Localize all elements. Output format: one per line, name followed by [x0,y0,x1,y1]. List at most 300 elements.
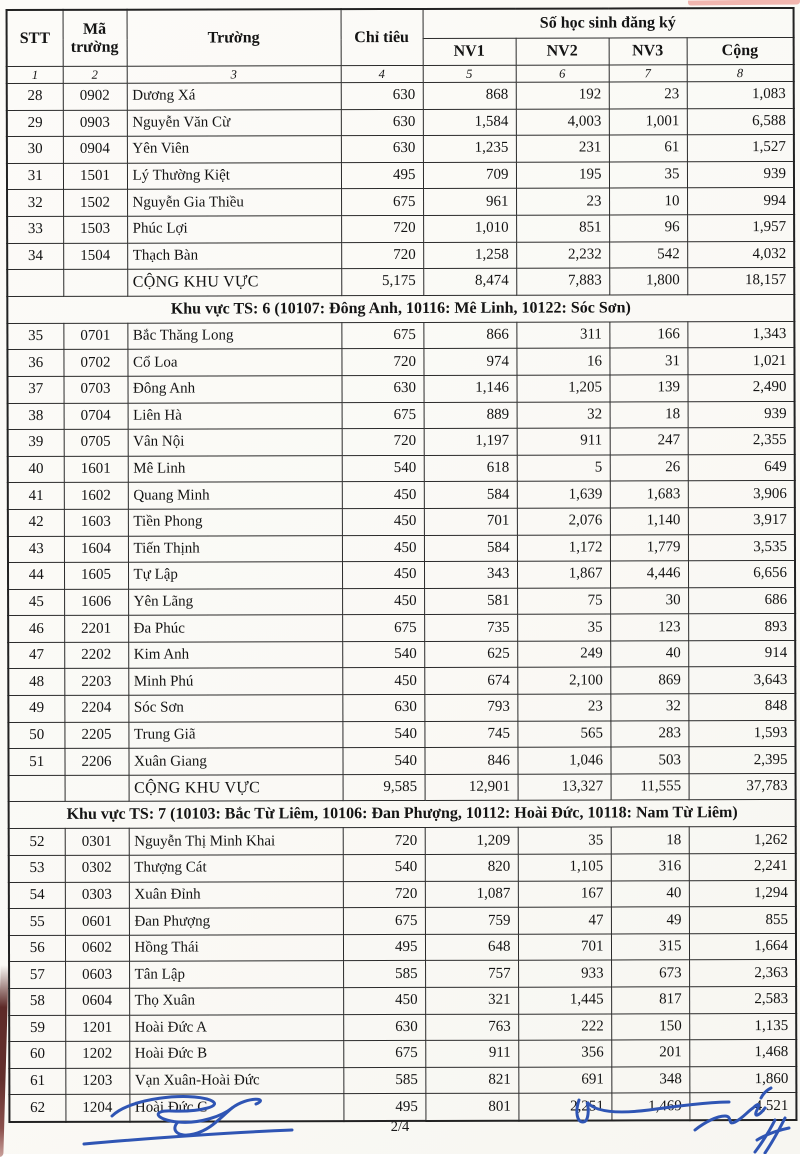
cell-stt: 54 [9,882,65,909]
cell-value: 247 [610,428,688,455]
cell-value: 709 [423,162,516,189]
cell-value: 866 [423,322,516,349]
cell-ma-truong: 1601 [64,456,128,483]
cell-value: 691 [518,1067,611,1094]
cell-value: 2,241 [689,854,796,881]
cell-value: 2,076 [517,508,610,535]
cell-value: 868 [423,82,516,109]
cell-value: 4,003 [516,109,609,136]
cell-ma-truong: 1502 [63,190,127,217]
table-row [8,507,795,536]
cell-value: 630 [342,375,424,402]
cell-truong: Mê Linh [128,455,342,482]
cell-ma-truong: 2206 [64,748,128,775]
cell-value: 1,860 [689,1066,796,1093]
cell-value: 565 [517,721,610,748]
section-header-row [7,294,794,323]
cell-value: 450 [342,668,424,695]
table-row [8,534,795,563]
cell-value: 1,087 [425,881,518,908]
cell-stt: 57 [9,962,65,989]
cell-stt: 32 [7,190,63,217]
region-total-label: CỘNG KHU VỰC [127,269,341,296]
cell-value: 939 [687,161,794,188]
cell-truong: Kim Anh [128,642,342,669]
table-row [9,986,796,1015]
cell-value: 793 [424,694,517,721]
cell-value: 201 [611,1040,689,1067]
cell-value: 961 [423,189,516,216]
cell-value: 1,294 [689,880,796,907]
cell-value: 1,197 [424,428,517,455]
table-row [8,454,795,483]
cell-stt: 48 [8,669,64,696]
cell-stt: 60 [9,1042,65,1069]
cell-value: 618 [424,455,517,482]
cell-value: 7,883 [516,268,609,295]
cell-value: 30 [610,587,688,614]
cell-value: 889 [424,402,517,429]
cell-value: 26 [610,454,688,481]
cell-truong: Bắc Thăng Long [127,322,341,349]
cell-value: 8,474 [423,268,516,295]
cell-ma-truong: 0703 [64,376,128,403]
cell-truong: Xuân Giang [128,748,342,775]
cell-ma-truong: 0602 [65,935,129,962]
cell-value: 1,235 [423,135,516,162]
cell-value: 123 [610,614,688,641]
table-row [8,667,795,696]
cell-value: 542 [609,241,687,268]
cell-ma-truong: 0704 [64,403,128,430]
cell-stt: 40 [8,456,64,483]
cell-value: 585 [343,961,425,988]
cell-value: 13,327 [518,774,611,801]
cell-ma-truong: 2202 [64,642,128,669]
cell-value: 851 [516,215,609,242]
cell-ma-truong: 1504 [63,243,127,270]
page-number: 2/4 [390,1119,410,1135]
cell-value: 35 [517,614,610,641]
cell-truong: Tự Lập [128,562,342,589]
cell-value: 10 [609,188,687,215]
cell-stt-empty [9,775,65,802]
cell-value: 581 [424,588,517,615]
cell-stt: 33 [7,216,63,243]
section-header-row [9,800,796,829]
cell-truong: Thọ Xuân [129,988,343,1015]
table-row [9,1040,796,1069]
cell-truong: Cổ Loa [127,349,341,376]
cell-ma-truong: 1604 [64,536,128,563]
cell-value: 630 [343,1014,425,1041]
scan-artifact-top-right [688,0,800,6]
cell-stt: 50 [8,722,64,749]
col-header-cong: Cộng [687,37,794,64]
cell-ma-truong: 1501 [63,163,127,190]
cell-value: 1,209 [425,828,518,855]
cell-value: 5 [517,455,610,482]
cell-value: 540 [342,455,424,482]
table-row [8,640,795,669]
cell-value: 315 [611,934,689,961]
table-row [8,481,795,510]
cell-value: 540 [342,641,424,668]
col-header-group: Số học sinh đăng ký [423,8,794,38]
cell-ma-truong: 0702 [63,350,127,377]
cell-value: 855 [689,907,796,934]
cell-value: 47 [518,907,611,934]
table-row [8,720,795,749]
cell-value: 96 [609,215,687,242]
column-index-cell: 6 [516,65,609,82]
table-row [8,694,795,723]
cell-ma-truong: 1203 [65,1068,129,1095]
cell-value: 1,105 [518,854,611,881]
cell-stt: 56 [9,935,65,962]
cell-value: 1,527 [687,135,794,162]
table-body [7,64,797,1122]
cell-ma-truong: 0701 [63,323,127,350]
cell-value: 321 [425,987,518,1014]
cell-value: 311 [516,322,609,349]
cell-ma-truong: 0603 [65,962,129,989]
cell-ma-truong: 2203 [64,669,128,696]
cell-ma-truong: 1503 [63,216,127,243]
cell-value: 18 [610,401,688,428]
cell-value: 1,779 [610,534,688,561]
table-header [7,8,794,67]
table-row [7,135,794,164]
cell-truong: Vạn Xuân-Hoài Đức [129,1067,343,1094]
section-header-label: Khu vực TS: 7 (10103: Bắc Từ Liêm, 10106: Đan Phượng, 10112: Hoài Đức, 10118: Nam Từ Liêm) [9,800,796,829]
cell-value: 40 [611,880,689,907]
table-row [9,960,796,989]
cell-value: 649 [688,454,795,481]
cell-value: 675 [343,908,425,935]
cell-ma-truong: 1603 [64,509,128,536]
cell-value: 821 [425,1067,518,1094]
cell-value: 1,205 [517,375,610,402]
cell-value: 1,957 [687,214,794,241]
cell-value: 23 [516,188,609,215]
cell-truong: Hoài Đức B [129,1041,343,1068]
cell-value: 316 [611,854,689,881]
cell-truong: Dương Xá [127,83,341,110]
cell-ma-truong: 1606 [64,589,128,616]
table-row [9,907,796,936]
cell-value: 4,446 [610,561,688,588]
cell-value: 1,867 [517,561,610,588]
cell-value: 540 [343,854,425,881]
cell-value: 1,010 [423,215,516,242]
cell-value: 720 [343,828,425,855]
cell-ma-truong: 0902 [63,83,127,110]
cell-value: 893 [688,614,795,641]
cell-value: 1,593 [688,720,795,747]
cell-truong: Phúc Lợi [127,216,341,243]
cell-ma-truong: 1204 [65,1095,129,1122]
cell-value: 911 [517,428,610,455]
enrollment-table [6,7,798,1123]
cell-truong: Tiến Thịnh [128,535,342,562]
cell-truong: Trung Giã [128,721,342,748]
cell-value: 540 [342,748,424,775]
cell-value: 166 [609,322,687,349]
cell-value: 2,251 [518,1093,611,1120]
cell-truong: Xuân Đỉnh [129,881,343,908]
cell-value: 1,800 [609,268,687,295]
cell-ma-truong: 0302 [65,855,129,882]
table-row [7,241,794,270]
cell-value: 2,232 [516,242,609,269]
cell-truong: Vân Nội [128,429,342,456]
cell-value: 674 [424,668,517,695]
cell-value: 1,146 [424,375,517,402]
cell-ma-truong: 0303 [65,882,129,909]
cell-ma-truong: 0903 [63,110,127,137]
cell-value: 701 [424,508,517,535]
cell-value: 1,172 [517,534,610,561]
cell-value: 139 [610,375,688,402]
column-index-cell: 7 [609,65,687,82]
cell-value: 283 [610,720,688,747]
cell-truong: Đông Anh [128,376,342,403]
cell-value: 4,521 [689,1093,796,1120]
cell-value: 18,157 [687,268,794,295]
cell-value: 37,783 [689,773,796,800]
table-row [7,81,794,110]
cell-value: 5,175 [341,269,423,296]
cell-value: 23 [609,82,687,109]
cell-truong: Đan Phượng [129,908,343,935]
cell-value: 584 [424,482,517,509]
cell-stt: 55 [9,909,65,936]
cell-value: 231 [516,135,609,162]
cell-value: 801 [425,1094,518,1121]
cell-truong: Quang Minh [128,482,342,509]
cell-value: 3,906 [688,481,795,508]
cell-truong: Hoài Đức C [129,1094,343,1122]
cell-value: 1,445 [518,987,611,1014]
cell-stt: 35 [7,323,63,350]
table-row [7,348,794,377]
col-header-stt: STT [7,10,63,67]
section-header-label: Khu vực TS: 6 (10107: Đông Anh, 10116: Mê Linh, 10122: Sóc Sơn) [7,294,794,323]
cell-ma-truong: 0301 [65,829,129,856]
cell-value: 869 [610,667,688,694]
cell-value: 817 [611,987,689,1014]
cell-truong: Thạch Bàn [127,242,341,269]
cell-value: 2,490 [688,374,795,401]
cell-truong: Nguyễn Văn Cừ [127,109,341,136]
cell-value: 2,395 [688,747,795,774]
cell-value: 584 [424,535,517,562]
cell-value: 630 [341,136,423,163]
cell-value: 630 [341,82,423,109]
cell-stt: 37 [8,376,64,403]
cell-value: 1,639 [517,481,610,508]
cell-value: 759 [425,907,518,934]
col-header-ma-truong: Mã trường [63,10,127,67]
cell-value: 1,083 [687,81,794,108]
cell-value: 648 [425,934,518,961]
column-index-cell: 8 [687,64,794,81]
cell-value: 1,468 [689,1040,796,1067]
cell-value: 40 [610,641,688,668]
cell-truong: Yên Viên [127,136,341,163]
cell-value: 1,046 [517,747,610,774]
cell-value: 32 [517,401,610,428]
cell-stt: 46 [8,616,64,643]
column-index-cell: 1 [7,66,63,83]
cell-stt: 58 [9,988,65,1015]
cell-truong: Hồng Thái [129,934,343,961]
column-index-cell: 5 [423,65,516,82]
cell-truong: Minh Phú [128,668,342,695]
cell-value: 933 [518,960,611,987]
column-index-cell: 4 [341,65,423,82]
col-header-truong: Trường [127,9,341,66]
cell-truong: Lý Thường Kiệt [127,162,341,189]
cell-value: 23 [517,694,610,721]
cell-ma-truong: 1605 [64,562,128,589]
cell-value: 3,643 [688,667,795,694]
signature-right [565,1078,800,1154]
region-total-label: CỘNG KHU VỰC [129,774,343,801]
cell-stt: 61 [9,1068,65,1095]
cell-value: 495 [341,162,423,189]
cell-value: 675 [341,322,423,349]
cell-truong: Nguyễn Thị Minh Khai [129,828,343,855]
table-row [9,1013,796,1042]
cell-value: 720 [341,349,423,376]
table-row [7,321,794,350]
cell-value: 675 [343,1041,425,1068]
cell-value: 18 [611,827,689,854]
cell-value: 49 [611,907,689,934]
cell-value: 939 [688,401,795,428]
cell-stt: 53 [9,855,65,882]
cell-value: 2,583 [689,986,796,1013]
cell-value: 32 [610,694,688,721]
cell-truong: Sóc Sơn [128,695,342,722]
table-row [7,188,794,217]
cell-value: 61 [609,135,687,162]
cell-stt: 38 [8,403,64,430]
cell-value: 720 [341,242,423,269]
cell-value: 450 [342,588,424,615]
cell-value: 35 [518,827,611,854]
cell-stt: 31 [7,163,63,190]
cell-stt: 62 [9,1095,65,1122]
cell-truong: Thượng Cát [129,855,343,882]
cell-truong: Nguyễn Gia Thiều [127,189,341,216]
cell-value: 1,140 [610,508,688,535]
cell-ma-truong-empty [63,269,127,296]
cell-value: 450 [342,535,424,562]
cell-stt: 45 [8,589,64,616]
cell-value: 495 [343,934,425,961]
table-row [9,854,796,883]
cell-ma-truong: 1201 [65,1015,129,1042]
cell-value: 16 [516,348,609,375]
cell-truong: Đa Phúc [128,615,342,642]
cell-value: 1,258 [423,242,516,269]
signature-right-icon [565,1078,800,1154]
cell-value: 675 [341,189,423,216]
cell-value: 450 [342,508,424,535]
table-row [7,108,794,137]
cell-value: 757 [425,961,518,988]
region-total-row [9,773,796,802]
cell-value: 540 [342,721,424,748]
cell-value: 911 [425,1040,518,1067]
cell-stt: 51 [8,749,64,776]
cell-value: 11,555 [611,774,689,801]
cell-value: 1,683 [610,481,688,508]
table-row [8,747,795,776]
cell-value: 585 [343,1067,425,1094]
cell-stt: 42 [8,509,64,536]
cell-value: 686 [688,587,795,614]
cell-value: 974 [423,349,516,376]
cell-value: 343 [424,561,517,588]
cell-stt: 28 [7,83,63,110]
col-header-chi-tieu: Chỉ tiêu [341,9,423,66]
cell-value: 222 [518,1014,611,1041]
cell-ma-truong: 0904 [63,136,127,163]
cell-value: 356 [518,1040,611,1067]
column-index-cell: 2 [63,66,127,83]
cell-value: 31 [609,348,687,375]
cell-value: 763 [425,1014,518,1041]
cell-value: 495 [343,1094,425,1121]
cell-value: 745 [424,721,517,748]
cell-value: 450 [343,987,425,1014]
col-header-nv2: NV2 [516,38,609,65]
cell-value: 1,469 [611,1093,689,1120]
cell-value: 720 [343,881,425,908]
cell-stt: 34 [7,243,63,270]
cell-value: 6,656 [688,561,795,588]
cell-stt: 43 [8,536,64,563]
table-row [8,401,795,430]
table-row [8,561,795,590]
cell-value: 75 [517,588,610,615]
cell-value: 450 [342,562,424,589]
cell-value: 846 [424,747,517,774]
cell-value: 735 [424,614,517,641]
cell-ma-truong: 2205 [64,722,128,749]
cell-stt-empty [7,270,63,297]
cell-stt: 36 [7,350,63,377]
cell-value: 4,032 [687,241,794,268]
cell-value: 192 [516,82,609,109]
cell-value: 150 [611,1013,689,1040]
cell-truong: Tiền Phong [128,509,342,536]
cell-value: 1,664 [689,933,796,960]
cell-value: 630 [342,695,424,722]
cell-value: 994 [687,188,794,215]
cell-ma-truong: 2204 [64,695,128,722]
cell-ma-truong: 0705 [64,429,128,456]
table-row [9,933,796,962]
col-header-nv3: NV3 [609,38,687,65]
cell-value: 2,100 [517,667,610,694]
cell-value: 450 [342,482,424,509]
cell-value: 195 [516,162,609,189]
